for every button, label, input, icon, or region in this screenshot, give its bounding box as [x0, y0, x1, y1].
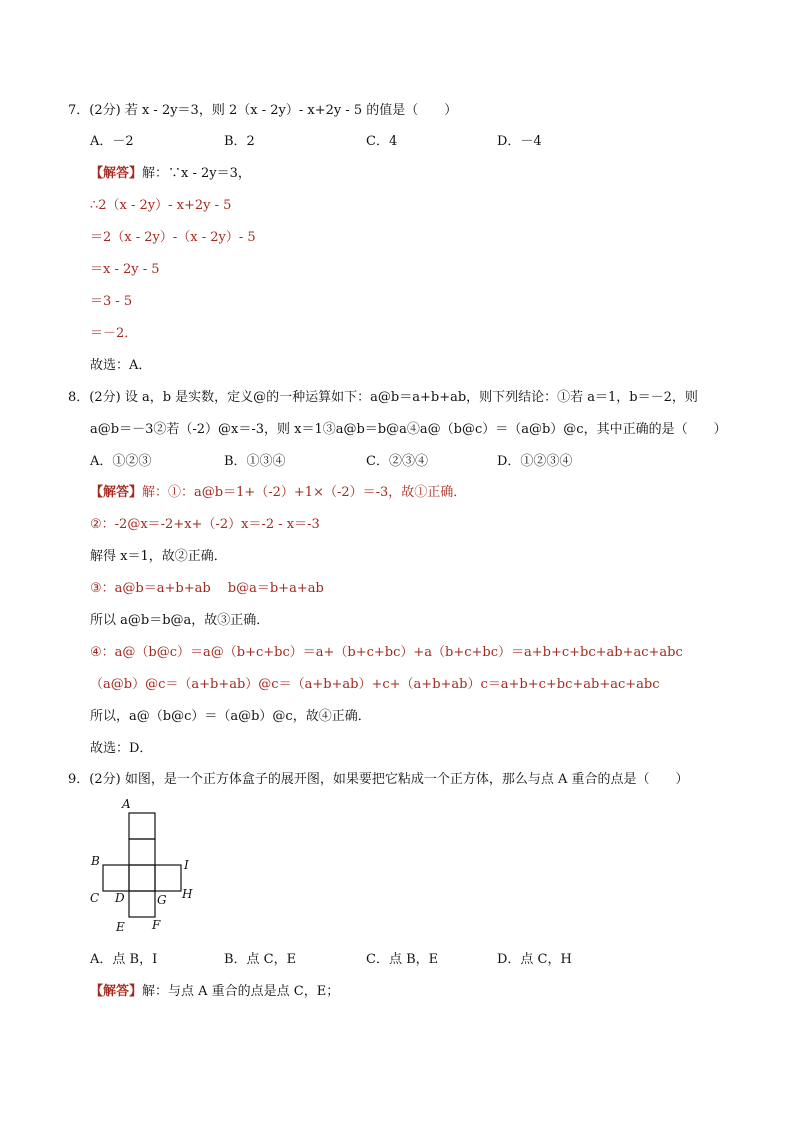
q9-option-c: C．点 B，E — [366, 952, 439, 967]
question-8-stem-2: a@b＝－3②若（-2）@x＝-3，则 x＝1③a@b＝b@a④a@（b@c）＝（a@b）@c，其中正确的是（ ） — [90, 422, 727, 437]
q7-option-c: C．4 — [366, 134, 398, 149]
point-label-b: B — [91, 854, 100, 868]
q8-option-a: A．①②③ — [90, 454, 152, 469]
q7-solution-text-1: 解：∵x - 2y＝3， — [142, 166, 251, 181]
net-square-top-1 — [129, 813, 155, 839]
q8-solution-line-8: 所以，a@（b@c）＝（a@b）@c，故④正确． — [90, 709, 371, 724]
q7-solution-line-2: ∴2（x - 2y）- x+2y - 5 — [90, 198, 232, 213]
point-label-e: E — [116, 920, 125, 934]
q7-solution-line-6: ＝－2． — [90, 326, 138, 341]
q8-option-b: B．①③④ — [224, 454, 286, 469]
q9-option-b: B．点 C，E — [224, 952, 297, 967]
point-label-h: H — [182, 887, 193, 901]
q9-option-a: A．点 B，I — [90, 952, 158, 967]
net-square-left — [103, 865, 129, 891]
q8-solution-text-1: 解：①：a@b＝1+（-2）+1×（-2）＝-3，故①正确． — [142, 485, 467, 500]
q7-solution-line-3: ＝2（x - 2y）-（x - 2y）- 5 — [90, 230, 256, 245]
q8-solution-line-6: ④：a@（b@c）＝a@（b+c+bc）＝a+（b+c+bc）+a（b+c+bc）＝a+b+c+bc+ab+ac+abc — [90, 645, 683, 660]
net-square-bottom — [129, 891, 155, 917]
q8-solution-line-7: （a@b）@c＝（a+b+ab）@c＝（a+b+ab）+c+（a+b+ab）c＝a+b+c+bc+ab+ac+abc — [90, 677, 660, 692]
q8-solution-line-2: ②：-2@x＝-2+x+（-2）x＝-2 - x＝-3 — [90, 517, 320, 532]
net-square-center — [129, 865, 155, 891]
q7-solution-line-1 — [90, 165, 251, 183]
point-label-d: D — [115, 891, 125, 905]
net-square-top-2 — [129, 839, 155, 865]
q8-solution-line-4: ③：a@b＝a+b+ab b@a＝b+a+ab — [90, 581, 324, 596]
q7-solution-line-4: ＝x - 2y - 5 — [90, 262, 160, 277]
cube-net-figure — [84, 795, 204, 940]
q9-option-d: D．点 C，H — [497, 952, 572, 967]
q9-solution-text: 解：与点 A 重合的点是点 C，E； — [142, 984, 340, 999]
q9-solution-line-1 — [90, 983, 339, 1001]
q8-answer-label: 【解答】 — [90, 485, 143, 500]
q8-solution-line-3: 解得 x＝1，故②正确． — [90, 549, 227, 564]
point-label-a: A — [122, 797, 131, 811]
q7-solution-line-5: ＝3 - 5 — [90, 294, 133, 309]
question-8-stem-1: 8．(2分) 设 a，b 是实数，定义@的一种运算如下：a@b＝a+b+ab，则下列结论：①若 a＝1，b＝－2，则 — [68, 390, 698, 405]
question-7-stem: 7．(2分) 若 x - 2y＝3，则 2（x - 2y）- x+2y - 5 的值是（ ） — [68, 103, 458, 118]
q8-solution-line-9: 故选：D． — [90, 741, 153, 756]
q8-solution-line-1 — [90, 484, 466, 502]
q7-answer-label: 【解答】 — [90, 166, 143, 181]
q7-option-b: B．2 — [224, 134, 255, 149]
q7-option-d: D．－4 — [497, 134, 542, 149]
q8-option-d: D．①②③④ — [497, 454, 573, 469]
point-label-c: C — [90, 891, 100, 905]
q8-option-c: C．②③④ — [366, 454, 428, 469]
point-label-g: G — [157, 893, 167, 907]
net-square-right — [155, 865, 181, 891]
point-label-f: F — [152, 918, 161, 932]
point-label-i: I — [184, 858, 189, 872]
q9-answer-label: 【解答】 — [90, 984, 143, 999]
q7-option-a: A．－2 — [90, 134, 134, 149]
question-9-stem: 9．(2分) 如图，是一个正方体盒子的展开图，如果要把它粘成一个正方体，那么与点 A 重合的点是（ ） — [68, 772, 689, 787]
q7-solution-line-7: 故选：A． — [90, 358, 152, 373]
q8-solution-line-5: 所以 a@b＝b@a，故③正确． — [90, 613, 270, 628]
